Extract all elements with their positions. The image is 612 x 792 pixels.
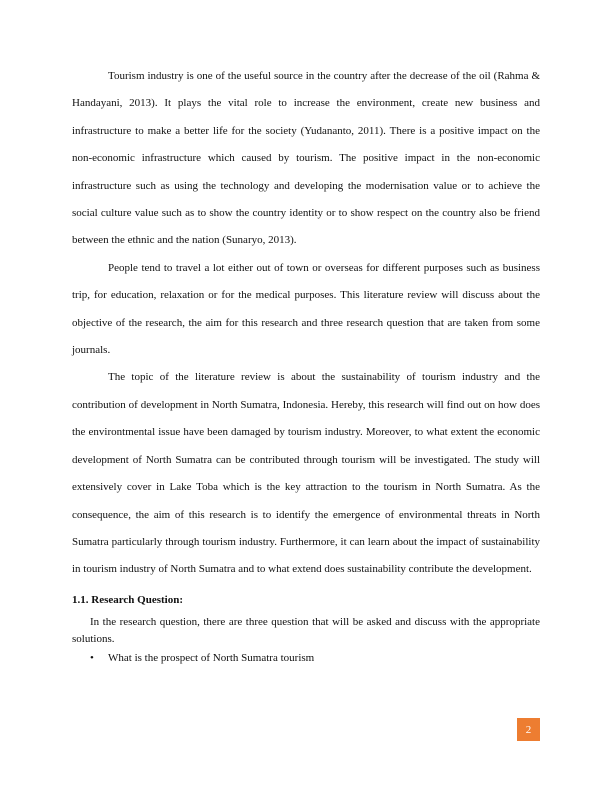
document-page xyxy=(72,63,540,667)
body-paragraph-2: People tend to travel a lot either out of town or overseas for different purposes such as business trip, for education, relaxation or for the medical purposes. This literature review will discuss about the objective of the research, the aim for this research and three research question that are taken from some journals. xyxy=(72,261,540,357)
list-item xyxy=(72,650,540,667)
list-item-text: What is the prospect of North Sumatra tourism xyxy=(108,651,315,664)
section-intro-paragraph: In the research question, there are three question that will be asked and discuss with the appropriate solutions. xyxy=(72,615,540,645)
research-question-list xyxy=(72,650,540,667)
section-heading: 1.1. Research Question: xyxy=(72,593,184,606)
bullet-icon: • xyxy=(90,651,94,664)
body-paragraph-1: Tourism industry is one of the useful source in the country after the decrease of the oil (Rahma & Handayani, 2013). It plays the vital role to increase the environment, create new business and infrastructure to make a better life for the society (Yudananto, 2011). There is a positive impact on the non-economic infrastructure which caused by tourism. The positive impact in the non-economic infrastructure such as using the technology and developing the modernisation value or to achieve the social culture value such as to show the country identity or to show respect on the country also be friend between the ethnic and the nation (Sunaryo, 2013). xyxy=(72,70,540,247)
page-number-badge: 2 xyxy=(517,718,540,741)
body-paragraph-3: The topic of the literature review is about the sustainability of tourism industry and the contribution of development in North Sumatra, Indonesia. Hereby, this research will find out on how does the environtmental issue have been damaged by tourism industry. Moreover, to what extent the economic development of North Sumatra can be contributed through tourism will be investigated. The study will extensively cover in Lake Toba which is the key attraction to the tourism in North Sumatra. As the consequence, the aim of this research is to identify the emergence of environmental threats in North Sumatra particularly through tourism industry. Furthermore, it can learn about the impact of sustainability in tourism industry of North Sumatra and to what extend does sustainability contribute the development. xyxy=(72,371,540,576)
